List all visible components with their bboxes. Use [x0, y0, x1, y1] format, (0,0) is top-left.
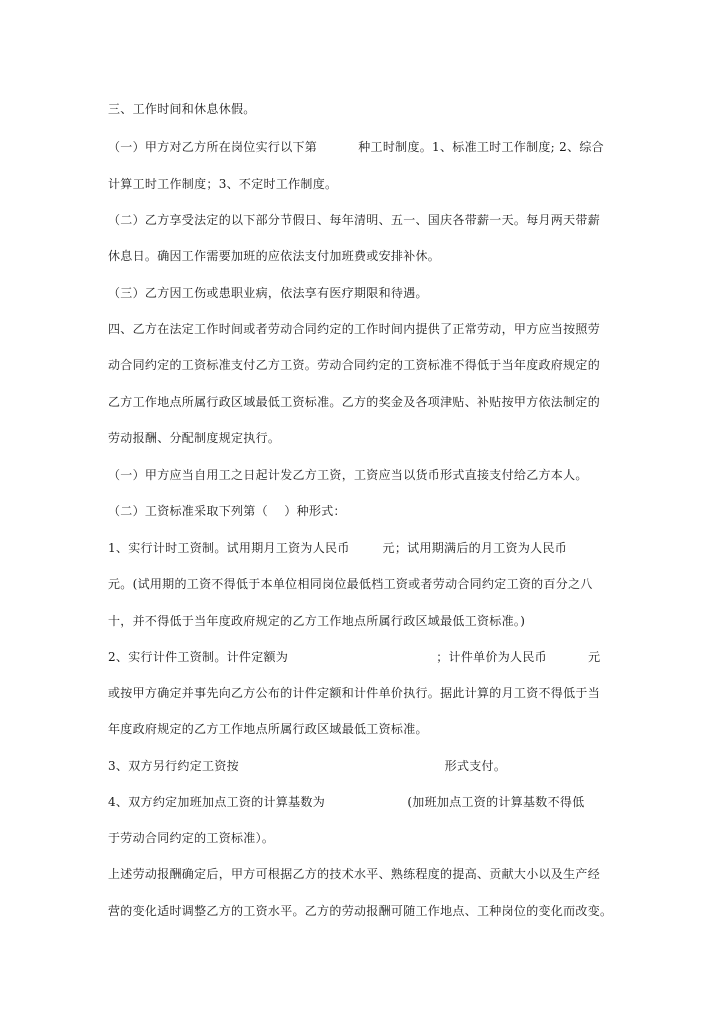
- paragraph-line: 营的变化适时调整乙方的工资水平。乙方的劳动报酬可随工作地点、工种岗位的变化而改变。: [108, 904, 613, 918]
- paragraph-line: 计算工时工作制度；3、不定时工作制度。: [108, 177, 338, 191]
- paragraph-line: （二）乙方享受法定的以下部分节假日、每年清明、五一、国庆各带薪一天。每月两天带薪: [108, 213, 601, 227]
- paragraph-line: 或按甲方确定并事先向乙方公布的计件定额和计件单价执行。据此计算的月工资不得低于当: [108, 686, 601, 700]
- paragraph-line: 3、双方另行约定工资按 形式支付。: [108, 759, 507, 773]
- paragraph-line: 十，并不得低于当年度政府规定的乙方工作地点所属行政区域最低工资标准。): [108, 614, 526, 628]
- paragraph-line: （三）乙方因工伤或患职业病，依法享有医疗期限和待遇。: [108, 286, 428, 300]
- section-heading-wages: 四、乙方在法定工作时间或者劳动合同约定的工作时间内提供了正常劳动，甲方应当按照劳: [108, 322, 601, 336]
- paragraph-line: 动合同约定的工资标准支付乙方工资。劳动合同约定的工资标准不得低于当年度政府规定的: [108, 358, 601, 372]
- paragraph-line: 1、实行计时工资制。试用期月工资为人民币 元；试用期满后的月工资为人民币: [108, 541, 568, 555]
- paragraph-line: 4、双方约定加班加点工资的计算基数为 (加班加点工资的计算基数不得低: [108, 795, 585, 809]
- paragraph-line: 乙方工作地点所属行政区域最低工资标准。乙方的奖金及各项津贴、补贴按甲方依法制定的: [108, 395, 601, 409]
- section-heading-work-hours: 三、工作时间和休息休假。: [108, 102, 256, 116]
- paragraph-line: 元。(试用期的工资不得低于本单位相同岗位最低档工资或者劳动合同约定工资的百分之八: [108, 577, 593, 591]
- paragraph-line: （二）工资标准采取下列第（ ）种形式：: [108, 504, 346, 518]
- paragraph-line: 2、实行计件工资制。计件定额为 ；计件单价为人民币 元: [108, 650, 601, 664]
- paragraph-line: 劳动报酬、分配制度规定执行。: [108, 431, 281, 445]
- paragraph-line: 上述劳动报酬确定后，甲方可根据乙方的技术水平、熟练程度的提高、贡献大小以及生产经: [108, 867, 601, 881]
- paragraph-line: （一）甲方对乙方所在岗位实行以下第 种工时制度。1、标准工时工作制度; 2、综合: [108, 140, 604, 154]
- paragraph-line: 于劳动合同约定的工资标准）。: [108, 831, 275, 845]
- paragraph-line: 休息日。确因工作需要加班的应依法支付加班费或安排补休。: [108, 249, 441, 263]
- paragraph-line: 年度政府规定的乙方工作地点所属行政区域最低工资标准。: [108, 722, 428, 736]
- paragraph-line: （一）甲方应当自用工之日起计发乙方工资，工资应当以货币形式直接支付给乙方本人。: [108, 468, 588, 482]
